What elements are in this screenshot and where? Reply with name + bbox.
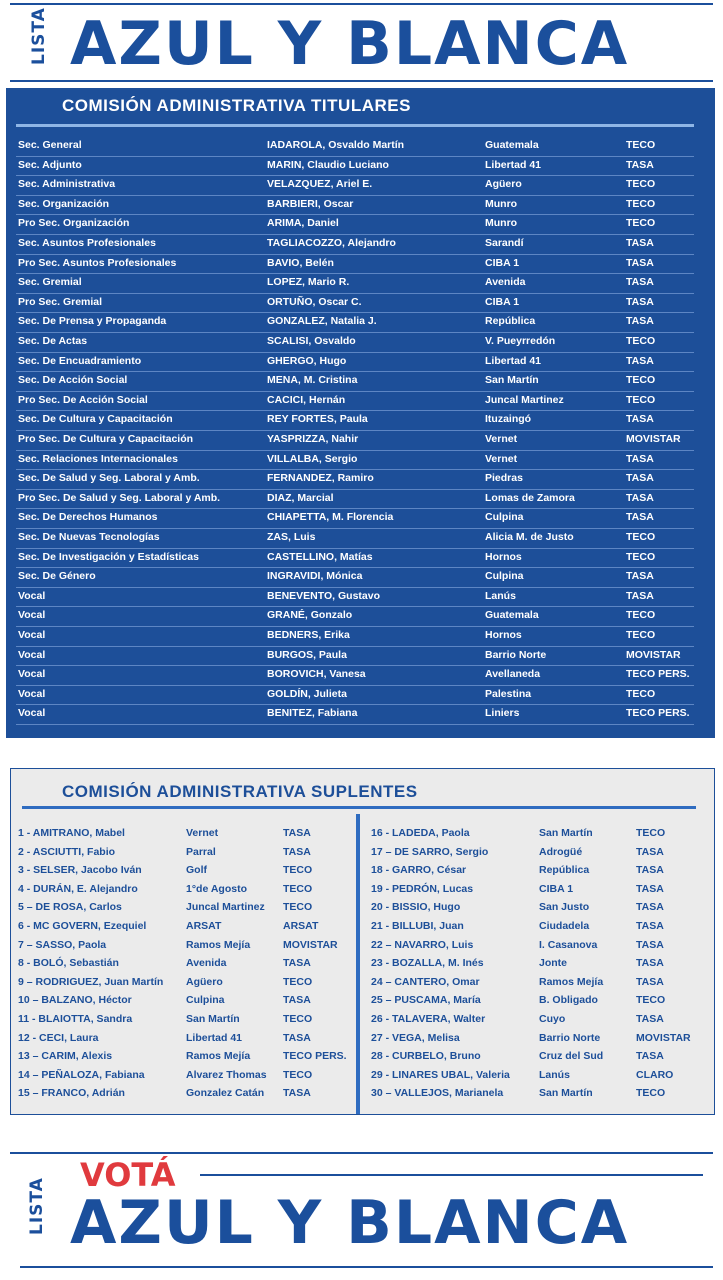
suplente-empresa: TASA [283,827,311,839]
titular-cargo: Vocal [18,648,46,661]
suplente-lugar: San Justo [539,901,590,914]
table-row [16,214,694,235]
suplente-nombre: 8 - BOLÓ, Sebastián [18,957,119,970]
titular-lugar: Avellaneda [485,668,541,681]
titular-nombre: GRANÉ, Gonzalo [267,609,353,622]
titular-cargo: Sec. De Prensa y Propaganda [18,315,167,328]
titular-nombre: BEDNERS, Erika [267,629,350,641]
list-item [18,862,348,881]
table-row [16,430,694,451]
titular-cargo: Sec. Asuntos Profesionales [18,237,156,249]
titular-empresa: TASA [626,413,654,426]
titular-nombre: MENA, M. Cristina [267,374,358,387]
table-row [16,528,694,549]
suplente-lugar: San Martín [539,827,593,839]
suplente-lugar: I. Casanova [539,938,598,951]
titular-cargo: Sec. De Actas [18,335,88,347]
titular-nombre: FERNANDEZ, Ramiro [267,472,374,485]
table-row [16,352,694,373]
suplente-empresa: TECO [283,1013,313,1025]
titular-lugar: Lomas de Zamora [485,491,575,504]
titular-empresa: TASA [626,570,654,583]
titular-empresa: TASA [626,256,654,269]
titular-cargo: Pro Sec. De Salud y Seg. Laboral y Amb. [18,491,221,504]
titular-nombre: BARBIERI, Oscar [267,197,354,210]
titular-empresa: MOVISTAR [626,648,681,661]
suplente-empresa: TASA [283,1087,311,1100]
titular-nombre: BENITEZ, Fabiana [267,707,358,720]
titular-cargo: Sec. Gremial [18,276,82,289]
list-item [18,1011,348,1030]
table-row [16,450,694,471]
suplente-lugar: Ramos Mejía [539,975,604,988]
titular-lugar: San Martín [485,374,539,387]
suplente-empresa: TASA [636,864,664,877]
titular-cargo: Pro Sec. Organización [18,217,130,230]
suplente-nombre: 15 – FRANCO, Adrián [18,1087,125,1100]
titular-nombre: ORTUÑO, Oscar C. [267,295,362,308]
list-item [371,918,701,937]
table-row [16,293,694,314]
table-row [16,567,694,588]
suplente-empresa: TECO [636,994,666,1007]
titular-cargo: Pro Sec. De Acción Social [18,393,148,406]
titular-nombre: REY FORTES, Paula [267,413,368,426]
titular-lugar: Alicia M. de Justo [485,531,574,543]
suplente-nombre: 7 – SASSO, Paola [18,938,107,951]
suplente-nombre: 28 - CURBELO, Bruno [371,1050,481,1063]
table-row [16,136,694,157]
titular-cargo: Pro Sec. Asuntos Profesionales [18,256,177,269]
lista-label-bottom: LISTA [27,1177,47,1235]
suplente-nombre: 10 – BALZANO, Héctor [18,994,132,1007]
list-item [18,1030,348,1049]
suplente-nombre: 17 – DE SARRO, Sergio [371,845,489,858]
titular-empresa: MOVISTAR [626,433,681,445]
suplente-empresa: TASA [636,882,664,895]
titular-cargo: Vocal [18,707,46,720]
titulares-heading: COMISIÓN ADMINISTRATIVA TITULARES [62,96,411,115]
suplente-lugar: Avenida [186,957,227,970]
titular-lugar: Vernet [485,452,518,465]
suplente-empresa: TECO [283,901,313,914]
suplentes-column-divider [356,814,360,1114]
suplente-lugar: Lanús [539,1068,570,1081]
titular-lugar: Ituzaingó [485,413,532,426]
titular-nombre: LOPEZ, Mario R. [267,276,350,289]
suplentes-heading-rule [22,806,696,809]
list-item [371,974,701,993]
list-item [18,992,348,1011]
list-item [371,1011,701,1030]
titular-cargo: Sec. De Nuevas Tecnologías [18,531,160,543]
titular-nombre: CACICI, Hernán [267,393,346,406]
table-row [16,646,694,667]
suplente-nombre: 23 - BOZALLA, M. Inés [371,957,484,970]
titular-cargo: Sec. De Género [18,570,96,583]
suplente-empresa: TASA [636,920,664,932]
suplente-empresa: TECO [283,882,313,895]
titular-empresa: TASA [626,472,654,485]
suplente-lugar: Ramos Mejía [186,938,251,951]
titular-empresa: TECO [626,531,656,543]
titular-nombre: BURGOS, Paula [267,648,347,661]
table-row [16,665,694,686]
titular-nombre: CHIAPETTA, M. Florencia [267,511,394,524]
titular-cargo: Vocal [18,609,46,622]
titular-empresa: TASA [626,589,654,602]
suplente-nombre: 24 – CANTERO, Omar [371,975,480,988]
table-row [16,410,694,431]
list-item [371,1085,701,1104]
header-bottom-rule [10,80,713,82]
titular-empresa: TECO [626,687,656,700]
suplentes-heading: COMISIÓN ADMINISTRATIVA SUPLENTES [62,782,418,801]
titular-lugar: Agüero [485,178,522,191]
footer-title: AZUL Y BLANCA [70,1188,630,1258]
suplente-empresa: TASA [283,1031,311,1044]
titular-lugar: Vernet [485,433,518,445]
titular-empresa: TASA [626,452,654,465]
table-row [16,156,694,177]
suplente-lugar: Adrogüé [539,845,583,858]
suplente-nombre: 21 - BILLUBI, Juan [371,920,464,932]
list-item [18,1048,348,1067]
list-item [371,862,701,881]
table-row [16,606,694,627]
titular-lugar: Sarandí [485,237,524,249]
suplente-nombre: 26 - TALAVERA, Walter [371,1013,486,1025]
vota-rule [200,1174,703,1176]
list-item [18,881,348,900]
titular-nombre: INGRAVIDI, Mónica [267,570,363,583]
titular-cargo: Sec. Relaciones Internacionales [18,452,178,465]
table-row [16,195,694,216]
list-item [18,955,348,974]
table-row [16,234,694,255]
suplente-lugar: Agüero [186,975,223,988]
titular-nombre: CASTELLINO, Matías [267,550,373,563]
titular-lugar: Hornos [485,550,522,563]
suplente-empresa: TECO [636,1087,666,1100]
titular-lugar: V. Pueyrredón [485,335,556,347]
titular-cargo: Sec. De Investigación y Estadísticas [18,550,199,563]
titular-lugar: Guatemala [485,609,539,622]
suplente-empresa: MOVISTAR [636,1031,691,1044]
suplente-nombre: 20 - BISSIO, Hugo [371,901,461,914]
table-row [16,273,694,294]
titular-cargo: Pro Sec. De Cultura y Capacitación [18,433,194,445]
suplente-lugar: 1°de Agosto [186,882,247,895]
table-row [16,704,694,725]
titular-lugar: Juncal Martinez [485,393,564,406]
suplente-lugar: Ramos Mejía [186,1050,251,1063]
table-row [16,371,694,392]
titular-nombre: BOROVICH, Vanesa [267,668,366,681]
titular-lugar: Munro [485,197,518,210]
top-rule [10,3,713,5]
suplente-nombre: 13 – CARIM, Alexis [18,1050,113,1063]
titular-lugar: Libertad 41 [485,354,542,367]
titular-empresa: TASA [626,354,654,367]
titular-lugar: República [485,315,536,328]
suplente-lugar: ARSAT [186,920,222,932]
suplente-lugar: Jonte [539,957,568,970]
suplente-nombre: 27 - VEGA, Melisa [371,1031,460,1044]
titular-cargo: Vocal [18,629,46,641]
list-item [371,955,701,974]
suplente-lugar: CIBA 1 [539,882,574,895]
suplente-nombre: 9 – RODRIGUEZ, Juan Martín [18,975,164,988]
suplente-nombre: 2 - ASCIUTTI, Fabio [18,845,116,858]
table-row [16,489,694,510]
titular-nombre: TAGLIACOZZO, Alejandro [267,237,396,249]
suplente-empresa: TASA [636,957,664,970]
titular-lugar: Munro [485,217,518,230]
titular-empresa: TASA [626,276,654,289]
table-row [16,626,694,647]
titular-lugar: Barrio Norte [485,648,547,661]
titular-empresa: TECO [626,335,656,347]
suplente-empresa: TASA [283,957,311,970]
titular-lugar: CIBA 1 [485,295,520,308]
suplente-empresa: TASA [283,994,311,1007]
suplente-empresa: CLARO [636,1068,674,1081]
suplente-nombre: 18 - GARRO, César [371,864,467,877]
table-row [16,587,694,608]
suplente-nombre: 16 - LADEDA, Paola [371,827,470,839]
titular-empresa: TECO [626,609,656,622]
titular-nombre: ZAS, Luis [267,531,316,543]
footer-top-rule [10,1152,713,1154]
suplente-lugar: Parral [186,845,216,858]
table-row [16,548,694,569]
titular-lugar: Hornos [485,629,522,641]
titular-lugar: Culpina [485,570,524,583]
titular-cargo: Sec. De Acción Social [18,374,128,387]
titular-empresa: TECO [626,393,656,406]
table-row [16,332,694,353]
titular-nombre: BAVIO, Belén [267,256,334,269]
list-item [18,974,348,993]
titular-nombre: MARIN, Claudio Luciano [267,158,389,171]
list-item [371,825,701,844]
list-item [371,844,701,863]
table-row [16,469,694,490]
list-item [371,1048,701,1067]
titular-cargo: Sec. De Cultura y Capacitación [18,413,173,426]
lista-label-top: LISTA [29,7,49,65]
titular-cargo: Vocal [18,668,46,681]
suplente-nombre: 5 – DE ROSA, Carlos [18,901,122,914]
titular-lugar: Avenida [485,276,526,289]
titular-cargo: Sec. De Salud y Seg. Laboral y Amb. [18,472,200,485]
titular-lugar: Piedras [485,472,523,485]
table-row [16,254,694,275]
titular-empresa: TECO [626,178,656,191]
list-item [18,825,348,844]
titular-nombre: GOLDÍN, Julieta [267,687,347,700]
suplente-lugar: Gonzalez Catán [186,1087,265,1100]
suplente-lugar: Vernet [186,827,219,839]
suplente-lugar: Cruz del Sud [539,1050,604,1063]
suplente-empresa: TASA [636,938,664,951]
suplente-nombre: 1 - AMITRANO, Mabel [18,827,125,839]
titular-cargo: Pro Sec. Gremial [18,295,103,308]
titular-empresa: TECO [626,217,656,230]
suplente-empresa: TECO [283,1068,313,1081]
suplente-nombre: 11 - BLAIOTTA, Sandra [18,1013,133,1025]
titulares-heading-rule [16,124,694,127]
suplente-lugar: San Martín [539,1087,593,1100]
titular-empresa: TECO [626,629,656,641]
suplente-lugar: San Martín [186,1013,240,1025]
list-item [371,1067,701,1086]
vota-label: VOTÁ [80,1156,176,1194]
suplente-lugar: Alvarez Thomas [186,1068,267,1081]
titular-cargo: Sec. General [18,139,82,151]
list-item [371,937,701,956]
suplente-lugar: Golf [186,864,207,877]
titular-empresa: TECO [626,197,656,210]
suplente-empresa: TASA [283,845,311,858]
suplente-empresa: TASA [636,845,664,858]
titular-nombre: VILLALBA, Sergio [267,452,358,465]
titular-cargo: Sec. Organización [18,197,110,210]
titular-empresa: TASA [626,511,654,524]
suplente-lugar: Juncal Martinez [186,901,265,914]
titular-empresa: TASA [626,237,654,249]
suplente-empresa: TASA [636,901,664,914]
titular-empresa: TECO [626,550,656,563]
table-row [16,391,694,412]
suplente-lugar: Ciudadela [539,920,590,932]
suplente-nombre: 22 – NAVARRO, Luis [371,938,474,951]
titular-empresa: TECO PERS. [626,668,690,681]
suplente-empresa: TECO [636,827,666,839]
suplente-empresa: TASA [636,1013,664,1025]
titular-nombre: YASPRIZZA, Nahir [267,433,359,445]
list-item [371,899,701,918]
titular-nombre: SCALISI, Osvaldo [267,335,356,347]
titular-cargo: Sec. Adjunto [18,158,82,171]
titular-nombre: VELAZQUEZ, Ariel E. [267,178,373,191]
titular-cargo: Sec. De Encuadramiento [18,354,142,367]
titular-lugar: Lanús [485,589,516,602]
titular-empresa: TASA [626,158,654,171]
suplente-empresa: MOVISTAR [283,938,338,951]
suplente-lugar: Libertad 41 [186,1031,243,1044]
titular-lugar: Palestina [485,687,532,700]
suplente-empresa: TECO [283,864,313,877]
suplente-nombre: 3 - SELSER, Jacobo Iván [18,864,142,877]
suplente-lugar: República [539,864,590,877]
suplente-nombre: 6 - MC GOVERN, Ezequiel [18,920,147,932]
titular-empresa: TECO [626,374,656,387]
suplente-empresa: TECO [283,975,313,988]
list-item [18,1085,348,1104]
titular-nombre: GONZALEZ, Natalia J. [267,315,377,328]
titular-empresa: TECO PERS. [626,707,690,720]
suplente-lugar: Culpina [186,994,225,1007]
table-row [16,312,694,333]
titular-empresa: TASA [626,315,654,328]
titular-nombre: GHERGO, Hugo [267,354,347,367]
list-item [18,918,348,937]
list-item [371,881,701,900]
titular-cargo: Vocal [18,589,46,602]
titular-nombre: DIAZ, Marcial [267,491,334,504]
suplente-empresa: ARSAT [283,920,319,932]
footer-bottom-rule [20,1266,713,1268]
titular-nombre: BENEVENTO, Gustavo [267,589,380,602]
suplente-empresa: TASA [636,975,664,988]
suplente-nombre: 30 – VALLEJOS, Marianela [371,1087,504,1100]
titular-empresa: TASA [626,295,654,308]
titular-nombre: IADAROLA, Osvaldo Martín [267,139,405,151]
titular-cargo: Sec. De Derechos Humanos [18,511,158,524]
titular-empresa: TECO [626,139,656,151]
suplente-empresa: TASA [636,1050,664,1063]
suplente-empresa: TECO PERS. [283,1050,347,1063]
suplente-lugar: Cuyo [539,1013,566,1025]
titular-lugar: Guatemala [485,139,539,151]
titular-lugar: Liniers [485,707,520,720]
list-item [18,1067,348,1086]
list-item [18,937,348,956]
suplente-nombre: 4 - DURÁN, E. Alejandro [18,882,138,895]
suplente-lugar: B. Obligado [539,994,598,1007]
table-row [16,508,694,529]
titular-cargo: Vocal [18,687,46,700]
suplente-nombre: 29 - LINARES UBAL, Valeria [371,1068,510,1081]
titular-lugar: Culpina [485,511,524,524]
list-item [18,844,348,863]
suplente-nombre: 19 - PEDRÓN, Lucas [371,882,474,895]
list-item [18,899,348,918]
suplente-lugar: Barrio Norte [539,1031,601,1044]
titular-empresa: TASA [626,491,654,504]
titular-nombre: ARIMA, Daniel [267,217,339,230]
list-item [371,1030,701,1049]
table-row [16,685,694,706]
suplente-nombre: 14 – PEÑALOZA, Fabiana [18,1068,145,1081]
list-item [371,992,701,1011]
suplente-nombre: 25 – PUSCAMA, María [371,994,481,1007]
suplente-nombre: 12 - CECI, Laura [18,1031,99,1044]
titular-lugar: CIBA 1 [485,256,520,269]
titular-cargo: Sec. Administrativa [18,178,116,191]
page-title: AZUL Y BLANCA [70,9,630,79]
table-row [16,175,694,196]
titular-lugar: Libertad 41 [485,158,542,171]
